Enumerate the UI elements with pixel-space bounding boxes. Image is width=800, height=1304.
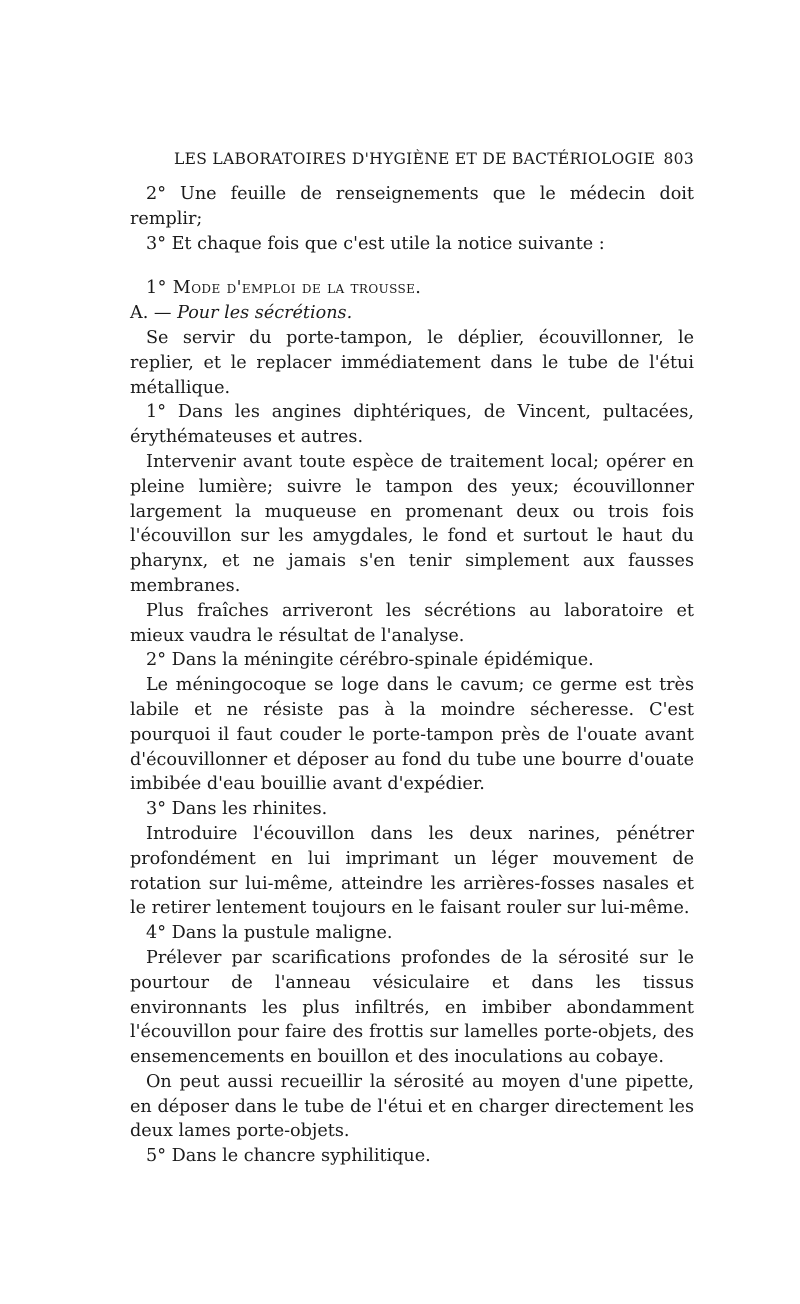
paragraph-item-2: 2° Une feuille de renseignements que le médecin doit remplir; xyxy=(130,184,694,229)
sub-heading-text: Pour les sécrétions. xyxy=(177,303,353,324)
paragraph-pustule-method: Prélever par scarifications profondes de la sérosité sur le pourtour de l'anneau vésiculaire et dans les tissus environnants les plus infiltrés, en imbiber abondamment l'écouvillon pour faire des frottis sur lamelles porte-objets, des ensemencements en bouillon et des inoculations au cobaye. xyxy=(130,947,694,1068)
running-head xyxy=(174,150,694,168)
section-gap xyxy=(130,256,694,276)
paragraph-rhinites-method: Introduire l'écouvillon dans les deux narines, pénétrer profondément en lui imprimant un léger mouvement de rotation sur lui-même, atteindre les arrières-fosses nasales et le retirer lentement toujours en le faisant rouler sur lui-même. xyxy=(130,823,694,919)
paragraph-meningocoque: Le méningocoque se loge dans le cavum; ce germe est très labile et ne résiste pas à la moindre sécheresse. C'est pourquoi il faut couder le porte-tampon près de l'ouate avant d'écouvillonner et déposer au fond du tube une bourre d'ouate imbibée d'eau bouillie avant d'expédier. xyxy=(130,675,694,795)
book-page xyxy=(130,150,694,1169)
paragraph-angines-method: Intervenir avant toute espèce de traitement local; opérer en pleine lumière; suivre le tampon des yeux; écouvillonner largement la muqueuse en promenant deux ou trois fois l'écouvillon sur les amygdales, le fond et surtout le haut du pharynx, et ne jamais s'en tenir simplement aux fausses membranes. xyxy=(130,451,694,596)
paragraph-usage: Se servir du porte-tampon, le déplier, écouvillonner, le replier, et le replacer immédiatement dans le tube de l'étui métallique. xyxy=(130,327,694,398)
case-heading-pustule: 4° Dans la pustule maligne. xyxy=(146,923,393,944)
sub-heading xyxy=(130,301,694,326)
sub-heading-letter: A. — xyxy=(130,303,172,324)
running-title: LES LABORATOIRES D'HYGIÈNE ET DE BACTÉRIOLOGIE xyxy=(174,150,656,168)
case-heading-chancre: 5° Dans le chancre syphilitique. xyxy=(146,1146,431,1167)
case-heading-rhinites: 3° Dans les rhinites. xyxy=(146,799,328,820)
section-heading: 1° Mode d'emploi de la trousse. xyxy=(146,278,422,299)
paragraph-pipette: On peut aussi recueillir la sérosité au moyen d'une pipette, en déposer dans le tube de l'étui et en charger directement les deux lames porte-objets. xyxy=(130,1071,694,1142)
page-number: 803 xyxy=(663,150,694,168)
case-heading-angines: 1° Dans les angines diphtériques, de Vincent, pultacées, érythémateuses et autres. xyxy=(130,402,694,448)
paragraph-freshness: Plus fraîches arriveront les sécrétions au laboratoire et mieux vaudra le résultat de l'analyse. xyxy=(130,600,694,646)
paragraph-item-3: 3° Et chaque fois que c'est utile la notice suivante : xyxy=(146,233,605,254)
case-heading-meningite: 2° Dans la méningite cérébro-spinale épidémique. xyxy=(146,650,594,671)
